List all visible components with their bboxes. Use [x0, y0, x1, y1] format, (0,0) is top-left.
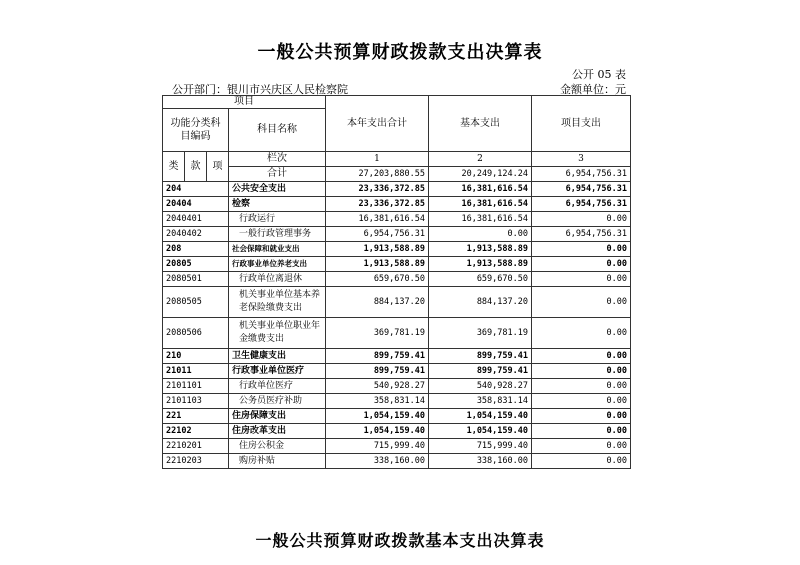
- row-v3: 0.00: [532, 424, 631, 439]
- row-name: 购房补贴: [229, 454, 326, 469]
- row-v3: 0.00: [532, 318, 631, 349]
- header-lanci: 栏次: [229, 152, 326, 167]
- row-code: 204: [163, 182, 229, 197]
- row-name: 住房改革支出: [229, 424, 326, 439]
- row-v3: 0.00: [532, 379, 631, 394]
- col-number-2: 2: [429, 152, 532, 167]
- header-name: 科目名称: [229, 109, 326, 152]
- table-row: [163, 424, 631, 439]
- row-v2: 1,913,588.89: [429, 242, 532, 257]
- table-row: [163, 227, 631, 242]
- row-name: 行政事业单位养老支出: [229, 257, 326, 272]
- row-name: 行政单位医疗: [229, 379, 326, 394]
- row-code: 2210201: [163, 439, 229, 454]
- row-code: 22102: [163, 424, 229, 439]
- row-v3: 0.00: [532, 409, 631, 424]
- row-v1: 715,999.40: [326, 439, 429, 454]
- header-lei: 类: [163, 152, 185, 182]
- row-name: 检察: [229, 197, 326, 212]
- row-name: 行政单位离退休: [229, 272, 326, 287]
- row-code: 208: [163, 242, 229, 257]
- row-v1: 659,670.50: [326, 272, 429, 287]
- row-v2: 1,054,159.40: [429, 409, 532, 424]
- header-kuan: 款: [185, 152, 207, 182]
- row-name: 公务员医疗补助: [229, 394, 326, 409]
- row-name: 住房公积金: [229, 439, 326, 454]
- table-row: [163, 379, 631, 394]
- row-v1: 338,160.00: [326, 454, 429, 469]
- row-v1: 899,759.41: [326, 364, 429, 379]
- row-v1: 884,137.20: [326, 287, 429, 318]
- row-code: 2040401: [163, 212, 229, 227]
- row-v2: 16,381,616.54: [429, 197, 532, 212]
- table-row: [163, 364, 631, 379]
- row-v3: 0.00: [532, 287, 631, 318]
- row-code: 2080505: [163, 287, 229, 318]
- row-name: 机关事业单位职业年金缴费支出: [229, 318, 326, 349]
- row-code: 20404: [163, 197, 229, 212]
- row-code: 210: [163, 349, 229, 364]
- row-v2: 16,381,616.54: [429, 212, 532, 227]
- table-row: [163, 439, 631, 454]
- header-item: 项目: [163, 96, 326, 109]
- row-v1: 1,913,588.89: [326, 242, 429, 257]
- row-v2: 899,759.41: [429, 349, 532, 364]
- department-label: 公开部门：银川市兴庆区人民检察院: [172, 83, 348, 96]
- table-row: [163, 182, 631, 197]
- row-code: 2080501: [163, 272, 229, 287]
- form-number: 公开 05 表: [572, 68, 626, 81]
- table-row: [163, 257, 631, 272]
- row-v1: 540,928.27: [326, 379, 429, 394]
- total-row: [163, 167, 631, 182]
- table-row: [163, 409, 631, 424]
- row-v1: 23,336,372.85: [326, 197, 429, 212]
- row-v3: 0.00: [532, 349, 631, 364]
- row-v3: 0.00: [532, 257, 631, 272]
- row-name: 社会保障和就业支出: [229, 242, 326, 257]
- row-v2: 1,913,588.89: [429, 257, 532, 272]
- table-row: [163, 197, 631, 212]
- header-row-1: [163, 96, 631, 109]
- row-v2: 0.00: [429, 227, 532, 242]
- row-v3: 0.00: [532, 364, 631, 379]
- table-row: [163, 349, 631, 364]
- total-v1: 27,203,880.55: [326, 167, 429, 182]
- row-v1: 899,759.41: [326, 349, 429, 364]
- header-row-3: [163, 152, 631, 167]
- row-v2: 338,160.00: [429, 454, 532, 469]
- page-title: 一般公共预算财政拨款支出决算表: [257, 42, 543, 63]
- row-v1: 23,336,372.85: [326, 182, 429, 197]
- row-v3: 0.00: [532, 242, 631, 257]
- row-v3: 0.00: [532, 394, 631, 409]
- total-v2: 20,249,124.24: [429, 167, 532, 182]
- row-name: 行政运行: [229, 212, 326, 227]
- row-code: 2080506: [163, 318, 229, 349]
- table-row: [163, 287, 631, 318]
- total-label: 合计: [229, 167, 326, 182]
- row-v3: 0.00: [532, 272, 631, 287]
- table-row: [163, 212, 631, 227]
- row-v2: 884,137.20: [429, 287, 532, 318]
- row-name: 卫生健康支出: [229, 349, 326, 364]
- row-v1: 6,954,756.31: [326, 227, 429, 242]
- row-v1: 1,913,588.89: [326, 257, 429, 272]
- row-code: 2210203: [163, 454, 229, 469]
- header-code: 功能分类科目编码: [163, 109, 229, 152]
- table-row: [163, 454, 631, 469]
- row-v2: 659,670.50: [429, 272, 532, 287]
- expenditure-table: [162, 95, 631, 469]
- row-code: 2040402: [163, 227, 229, 242]
- header-basic: 基本支出: [429, 96, 532, 152]
- row-name: 公共安全支出: [229, 182, 326, 197]
- row-v3: 6,954,756.31: [532, 197, 631, 212]
- row-v3: 6,954,756.31: [532, 227, 631, 242]
- row-v1: 16,381,616.54: [326, 212, 429, 227]
- row-name: 行政事业单位医疗: [229, 364, 326, 379]
- header-xiang: 项: [207, 152, 229, 182]
- row-v3: 0.00: [532, 439, 631, 454]
- row-v1: 1,054,159.40: [326, 409, 429, 424]
- table-row: [163, 242, 631, 257]
- row-v2: 715,999.40: [429, 439, 532, 454]
- table-row: [163, 318, 631, 349]
- total-v3: 6,954,756.31: [532, 167, 631, 182]
- row-name: 住房保障支出: [229, 409, 326, 424]
- row-code: 2101101: [163, 379, 229, 394]
- table-row: [163, 272, 631, 287]
- row-v1: 1,054,159.40: [326, 424, 429, 439]
- next-table-title: 一般公共预算财政拨款基本支出决算表: [255, 531, 545, 550]
- row-v1: 369,781.19: [326, 318, 429, 349]
- row-code: 221: [163, 409, 229, 424]
- col-number-1: 1: [326, 152, 429, 167]
- row-v2: 540,928.27: [429, 379, 532, 394]
- row-name: 机关事业单位基本养老保险缴费支出: [229, 287, 326, 318]
- row-v3: 0.00: [532, 454, 631, 469]
- row-v3: 0.00: [532, 212, 631, 227]
- table-row: [163, 394, 631, 409]
- row-name: 一般行政管理事务: [229, 227, 326, 242]
- row-v3: 6,954,756.31: [532, 182, 631, 197]
- header-project: 项目支出: [532, 96, 631, 152]
- unit-label: 金额单位：元: [560, 83, 626, 96]
- row-v1: 358,831.14: [326, 394, 429, 409]
- row-code: 21011: [163, 364, 229, 379]
- row-v2: 369,781.19: [429, 318, 532, 349]
- row-v2: 899,759.41: [429, 364, 532, 379]
- row-v2: 1,054,159.40: [429, 424, 532, 439]
- row-code: 2101103: [163, 394, 229, 409]
- row-v2: 16,381,616.54: [429, 182, 532, 197]
- row-code: 20805: [163, 257, 229, 272]
- row-v2: 358,831.14: [429, 394, 532, 409]
- col-number-3: 3: [532, 152, 631, 167]
- header-total: 本年支出合计: [326, 96, 429, 152]
